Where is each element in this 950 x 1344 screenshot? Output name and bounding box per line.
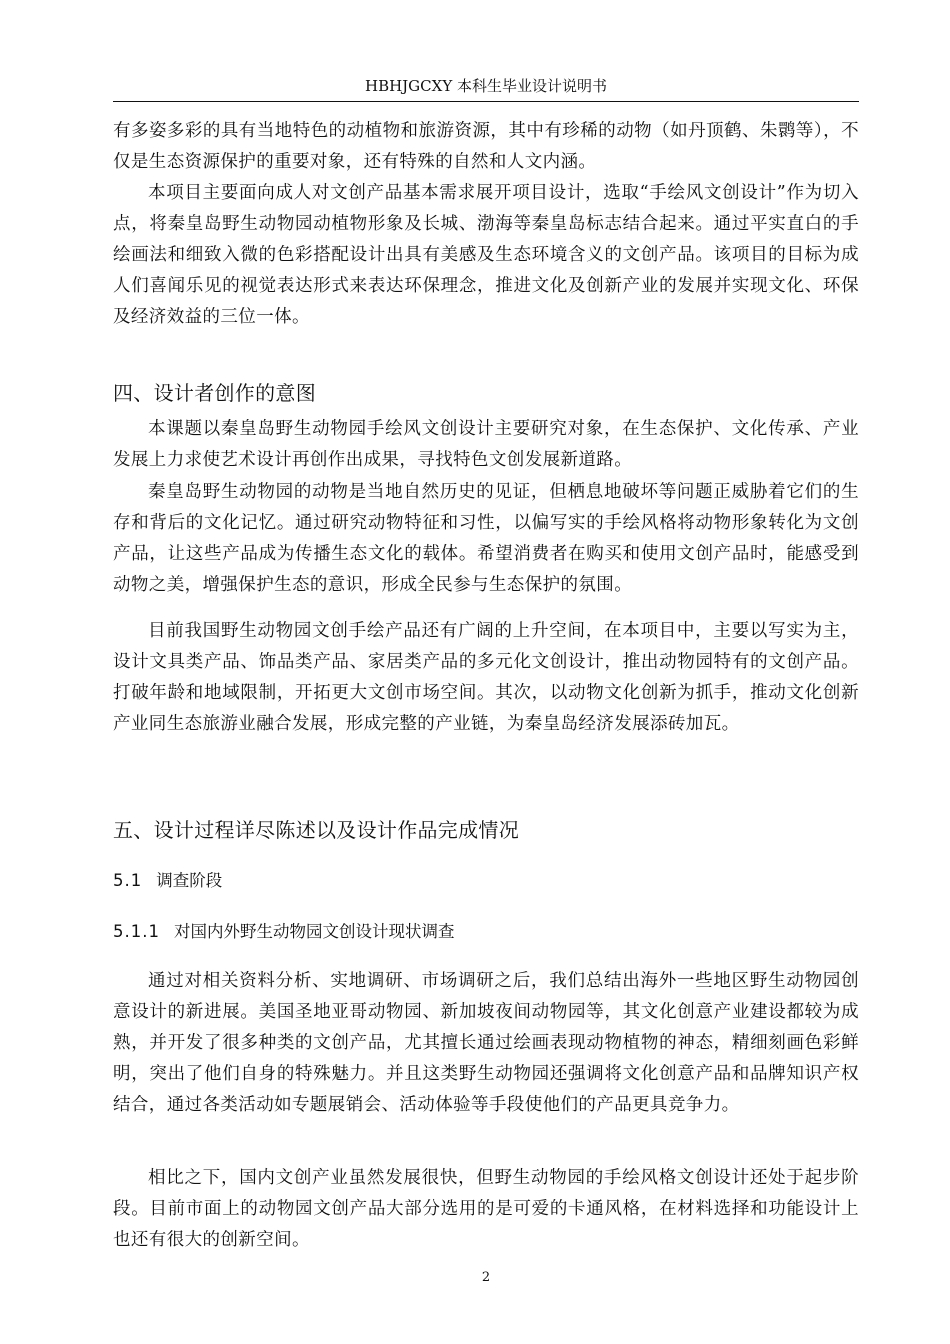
subsection-number: 5.1 — [113, 871, 143, 890]
body-paragraph: 相比之下，国内文创产业虽然发展很快，但野生动物园的手绘风格文创设计还处于起步阶段。目前市面上的动物园文创产品大部分选用的是可爱的卡通风格，在材料选择和功能设计上也还有很大的创新空间。 — [113, 1168, 859, 1250]
body-paragraph: 秦皇岛野生动物园的动物是当地自然历史的见证，但栖息地破坏等问题正威胁着它们的生存和背后的文化记忆。通过研究动物特征和习性，以偏写实的手绘风格将动物形象转化为文创产品，让这些产品成为传播生态文化的载体。希望消费者在购买和使用文创产品时，能感受到动物之美，增强保护生态的意识，形成全民参与生态保护的氛围。 — [113, 482, 859, 595]
section-heading: 五、设计过程详尽陈述以及设计作品完成情况 — [113, 818, 519, 842]
page-number: 2 — [481, 1270, 491, 1285]
subsection-number: 5.1.1 — [113, 922, 160, 941]
body-paragraph: 本项目主要面向成人对文创产品基本需求展开项目设计，选取“手绘风文创设计”作为切入点，将秦皇岛野生动物园动植物形象及长城、渤海等秦皇岛标志结合起来。通过平实直白的手绘画法和细致入微的色彩搭配设计出具有美感及生态环境含义的文创产品。该项目的目标为成人们喜闻乐见的视觉表达形式来表达环保理念，推进文化及创新产业的发展并实现文化、环保及经济效益的三位一体。 — [113, 183, 859, 327]
body-paragraph: 通过对相关资料分析、实地调研、市场调研之后，我们总结出海外一些地区野生动物园创意设计的新进展。美国圣地亚哥动物园、新加坡夜间动物园等，其文化创意产业建设都较为成熟，并开发了很多种类的文创产品，尤其擅长通过绘画表现动物植物的神态，精细刻画色彩鲜明，突出了他们自身的特殊魅力。并且这类野生动物园还强调将文化创意产品和品牌知识产权结合，通过各类活动如专题展销会、活动体验等手段使他们的产品更具竞争力。 — [113, 971, 859, 1115]
subsection-heading — [113, 867, 859, 895]
section-heading: 四、设计者创作的意图 — [113, 381, 316, 405]
subsection-title: 调查阶段 — [156, 871, 223, 890]
header-rule — [113, 101, 859, 102]
subsection-title: 对国内外野生动物园文创设计现状调查 — [173, 922, 455, 941]
body-paragraph: 有多姿多彩的具有当地特色的动植物和旅游资源，其中有珍稀的动物（如丹顶鹤、朱鹮等），不仅是生态资源保护的重要对象，还有特殊的自然和人文内涵。 — [113, 121, 859, 172]
body-paragraph: 本课题以秦皇岛野生动物园手绘风文创设计主要研究对象，在生态保护、文化传承、产业发展上力求使艺术设计再创作出成果，寻找特色文创发展新道路。 — [113, 419, 859, 470]
body-paragraph: 目前我国野生动物园文创手绘产品还有广阔的上升空间，在本项目中，主要以写实为主，设计文具类产品、饰品类产品、家居类产品的多元化文创设计，推出动物园特有的文创产品。打破年龄和地域限制，开拓更大文创市场空间。其次，以动物文化创新为抓手，推动文化创新产业同生态旅游业融合发展，形成完整的产业链，为秦皇岛经济发展添砖加瓦。 — [113, 621, 859, 734]
subsection-heading — [113, 918, 859, 946]
running-header: HBHJGCXY 本科生毕业设计说明书 — [364, 77, 607, 95]
